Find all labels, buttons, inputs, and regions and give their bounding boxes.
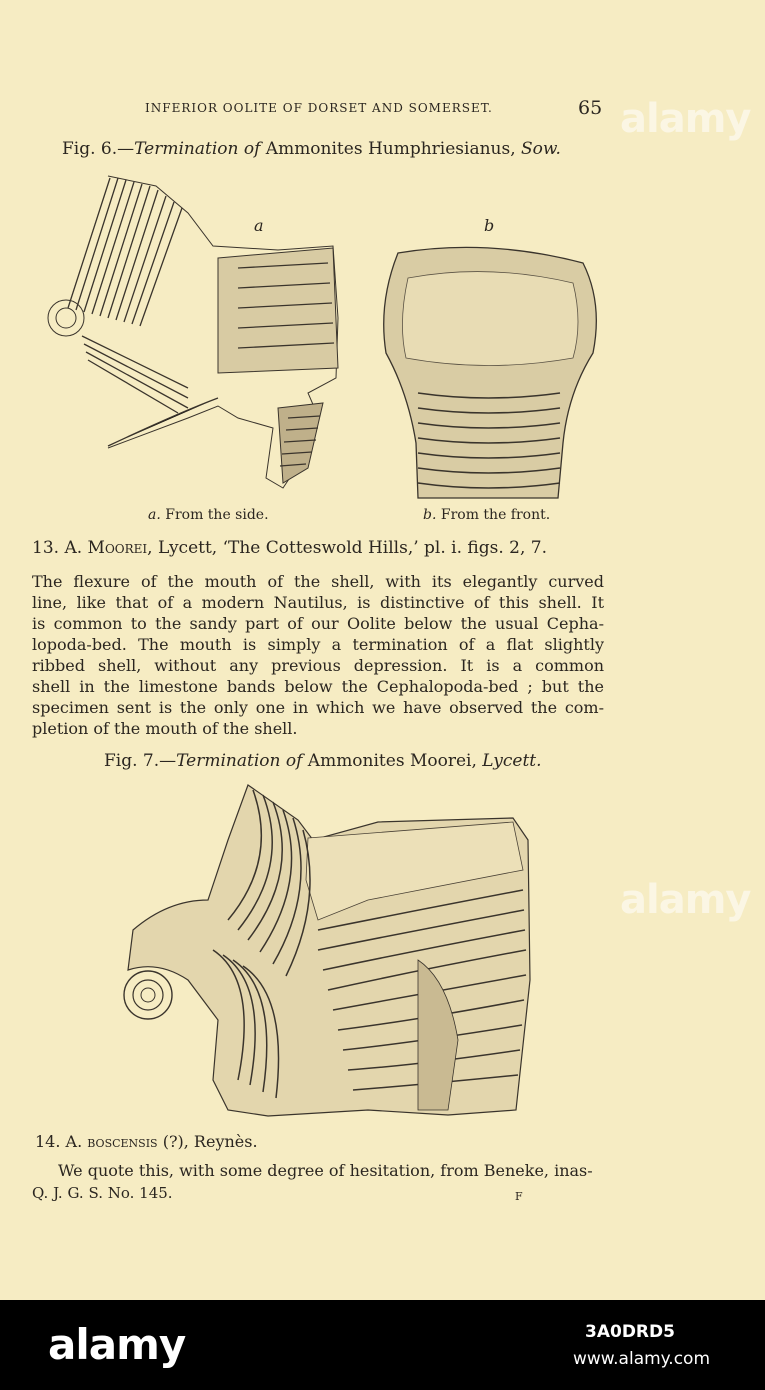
signature-mark: F — [515, 1190, 523, 1203]
watermark-logo: alamy — [620, 96, 751, 142]
paragraph-line: pletion of the mouth of the shell. — [32, 719, 298, 738]
stock-image-id: 3A0DRD5 — [585, 1322, 675, 1342]
paragraph-line: specimen sent is the only one in which we have observed the com- — [32, 698, 604, 717]
figure-7-prefix: Fig. 7.— — [104, 751, 177, 771]
stock-site-url: www.alamy.com — [573, 1349, 711, 1369]
watermark-logo: alamy — [620, 877, 751, 923]
entry-14-number: 14. A. — [35, 1132, 88, 1151]
figure-6a-caption — [148, 507, 269, 523]
figure-7-italic: Termination of — [176, 751, 303, 771]
figure-6a-caption-text: From the side. — [160, 507, 269, 523]
figure-7-author: Lycett. — [482, 751, 542, 771]
figure-6a-ammonite-side-engraving — [38, 168, 348, 493]
paragraph-line: is common to the sandy part of our Oolite below the usual Cepha- — [32, 614, 604, 633]
figure-7-caption — [104, 751, 542, 771]
figure-6a-caption-letter: a. — [148, 507, 161, 523]
paragraph-line: ribbed shell, without any previous depression. It is a common — [32, 656, 604, 675]
species-entry-13 — [32, 538, 547, 558]
entry-14-author: (?), Reynès. — [157, 1132, 258, 1151]
figure-6-label-b: b — [484, 216, 495, 235]
figure-6b-caption — [423, 507, 550, 523]
journal-footer: Q. J. G. S. No. 145. — [32, 1184, 173, 1202]
entry-14-species: boscensis — [87, 1132, 158, 1151]
entry-13-species: Moorei — [87, 538, 148, 558]
entry-13-citation: , Lycett, ‘The Cotteswold Hills,’ pl. i. figs. 2, 7. — [147, 538, 548, 558]
figure-6-prefix: Fig. 6.— — [62, 139, 135, 159]
continuation-line: We quote this, with some degree of hesitation, from Beneke, inas- — [58, 1161, 593, 1180]
figure-6-species: Ammonites Humphriesianus, — [260, 139, 522, 159]
page-number: 65 — [578, 97, 603, 119]
running-title: INFERIOR OOLITE OF DORSET AND SOMERSET. — [145, 101, 493, 115]
figure-6b-ammonite-front-engraving — [378, 243, 602, 501]
figure-6-author: Sow. — [521, 139, 561, 159]
figure-6-italic: Termination of — [134, 139, 261, 159]
figure-6b-caption-letter: b. — [423, 507, 437, 523]
paragraph-line: lopoda-bed. The mouth is simply a termination of a flat slightly — [32, 635, 604, 654]
figure-7-species: Ammonites Moorei, — [302, 751, 483, 771]
species-entry-14 — [35, 1132, 258, 1151]
alamy-logo: alamy — [48, 1320, 186, 1369]
figure-6-caption — [62, 139, 561, 159]
paragraph-line: The flexure of the mouth of the shell, with its elegantly curved — [32, 572, 604, 591]
figure-6-label-a: a — [254, 216, 264, 235]
figure-6b-caption-text: From the front. — [436, 507, 551, 523]
figure-7-ammonite-engraving — [118, 780, 538, 1122]
entry-13-number: 13. A. — [32, 538, 88, 558]
description-paragraph — [32, 571, 604, 739]
paragraph-line: line, like that of a modern Nautilus, is distinctive of this shell. It — [32, 593, 604, 612]
paragraph-line: shell in the limestone bands below the Cephalopoda-bed ; but the — [32, 677, 604, 696]
